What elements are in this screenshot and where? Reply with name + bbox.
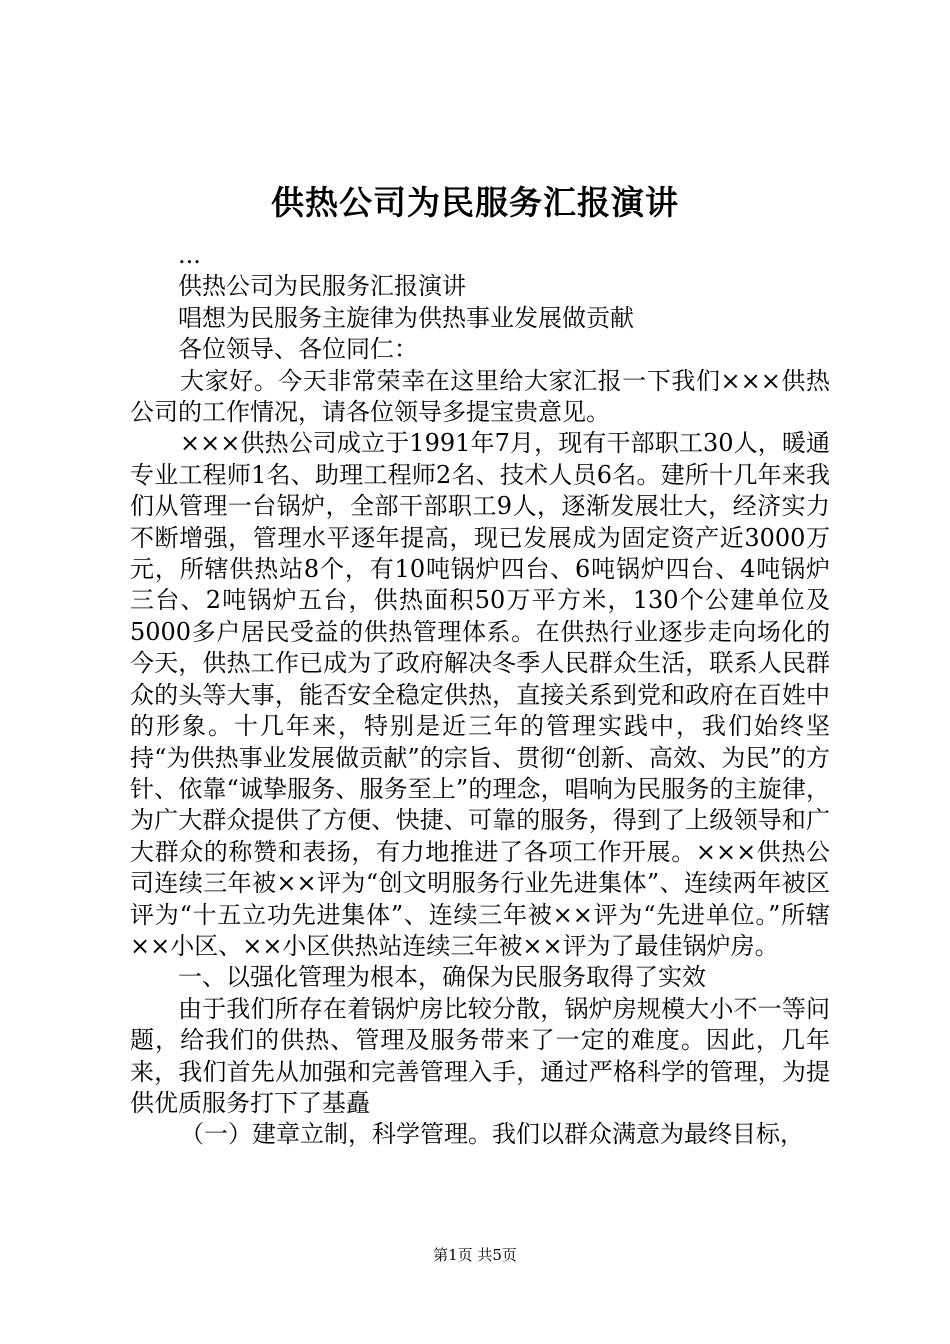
page-footer: 第1页 共5页	[433, 1246, 517, 1264]
subsection-1-paragraph: （一）建章立制，科学管理。我们以群众满意为最终目标，	[180, 1120, 804, 1149]
document-title: 供热公司为民服务汇报演讲	[271, 183, 679, 222]
salutation-line: 各位领导、各位同仁：	[178, 335, 418, 364]
section-1-paragraph: 由于我们所存在着锅炉房比较分散，锅炉房规模大小不一等问题，给我们的供热、管理及服务带来了一定的难度。因此，几年来，我们首先从加强和完善管理入手，通过严格科学的管理，为提供优质服务打下了基矗	[130, 994, 830, 1117]
greeting-paragraph: 大家好。今天非常荣幸在这里给大家汇报一下我们×××供热公司的工作情况，请各位领导多提宝贵意见。	[130, 366, 830, 427]
subtitle-line: 唱想为民服务主旋律为供热事业发展做贡献	[178, 303, 634, 332]
repeated-title-line: 供热公司为民服务汇报演讲	[178, 272, 466, 301]
section-heading-1: 一、以强化管理为根本，确保为民服务取得了实效	[178, 963, 706, 992]
ellipsis-line: ...	[178, 241, 201, 269]
document-body	[130, 240, 830, 1151]
company-intro-paragraph: ×××供热公司成立于1991年7月，现有干部职工30人，暖通专业工程师1名、助理工程师2名、技术人员6名。建所十几年来我们从管理一台锅炉，全部干部职工9人，逐渐发展壮大，经济实力不断增强，管理水平逐年提高，现已发展成为固定资产近3000万元，所辖供热站8个，有10吨锅炉四台、6吨锅炉四台、4吨锅炉三台、2吨锅炉五台，供热面积50万平方米，130个公建单位及5000多户居民受益的供热管理体系。在供热行业逐步走向场化的今天，供热工作已成为了政府解决冬季人民群众生活，联系人民群众的头等大事，能否安全稳定供热，直接关系到党和政府在百姓中的形象。十几年来，特别是近三年的管理实践中，我们始终坚持“为供热事业发展做贡献”的宗旨、贯彻“创新、高效、为民”的方针、依靠“诚挚服务、服务至上”的理念，唱响为民服务的主旋律，为广大群众提供了方便、快捷、可靠的服务，得到了上级领导和广大群众的称赞和表扬，有力地推进了各项工作开展。×××供热公司连续三年被××评为“创文明服务行业先进集体”、连续两年被区评为“十五立功先进集体”、连续三年被××评为“先进单位。”所辖××小区、××小区供热站连续三年被××评为了最佳锅炉房。	[130, 429, 830, 960]
